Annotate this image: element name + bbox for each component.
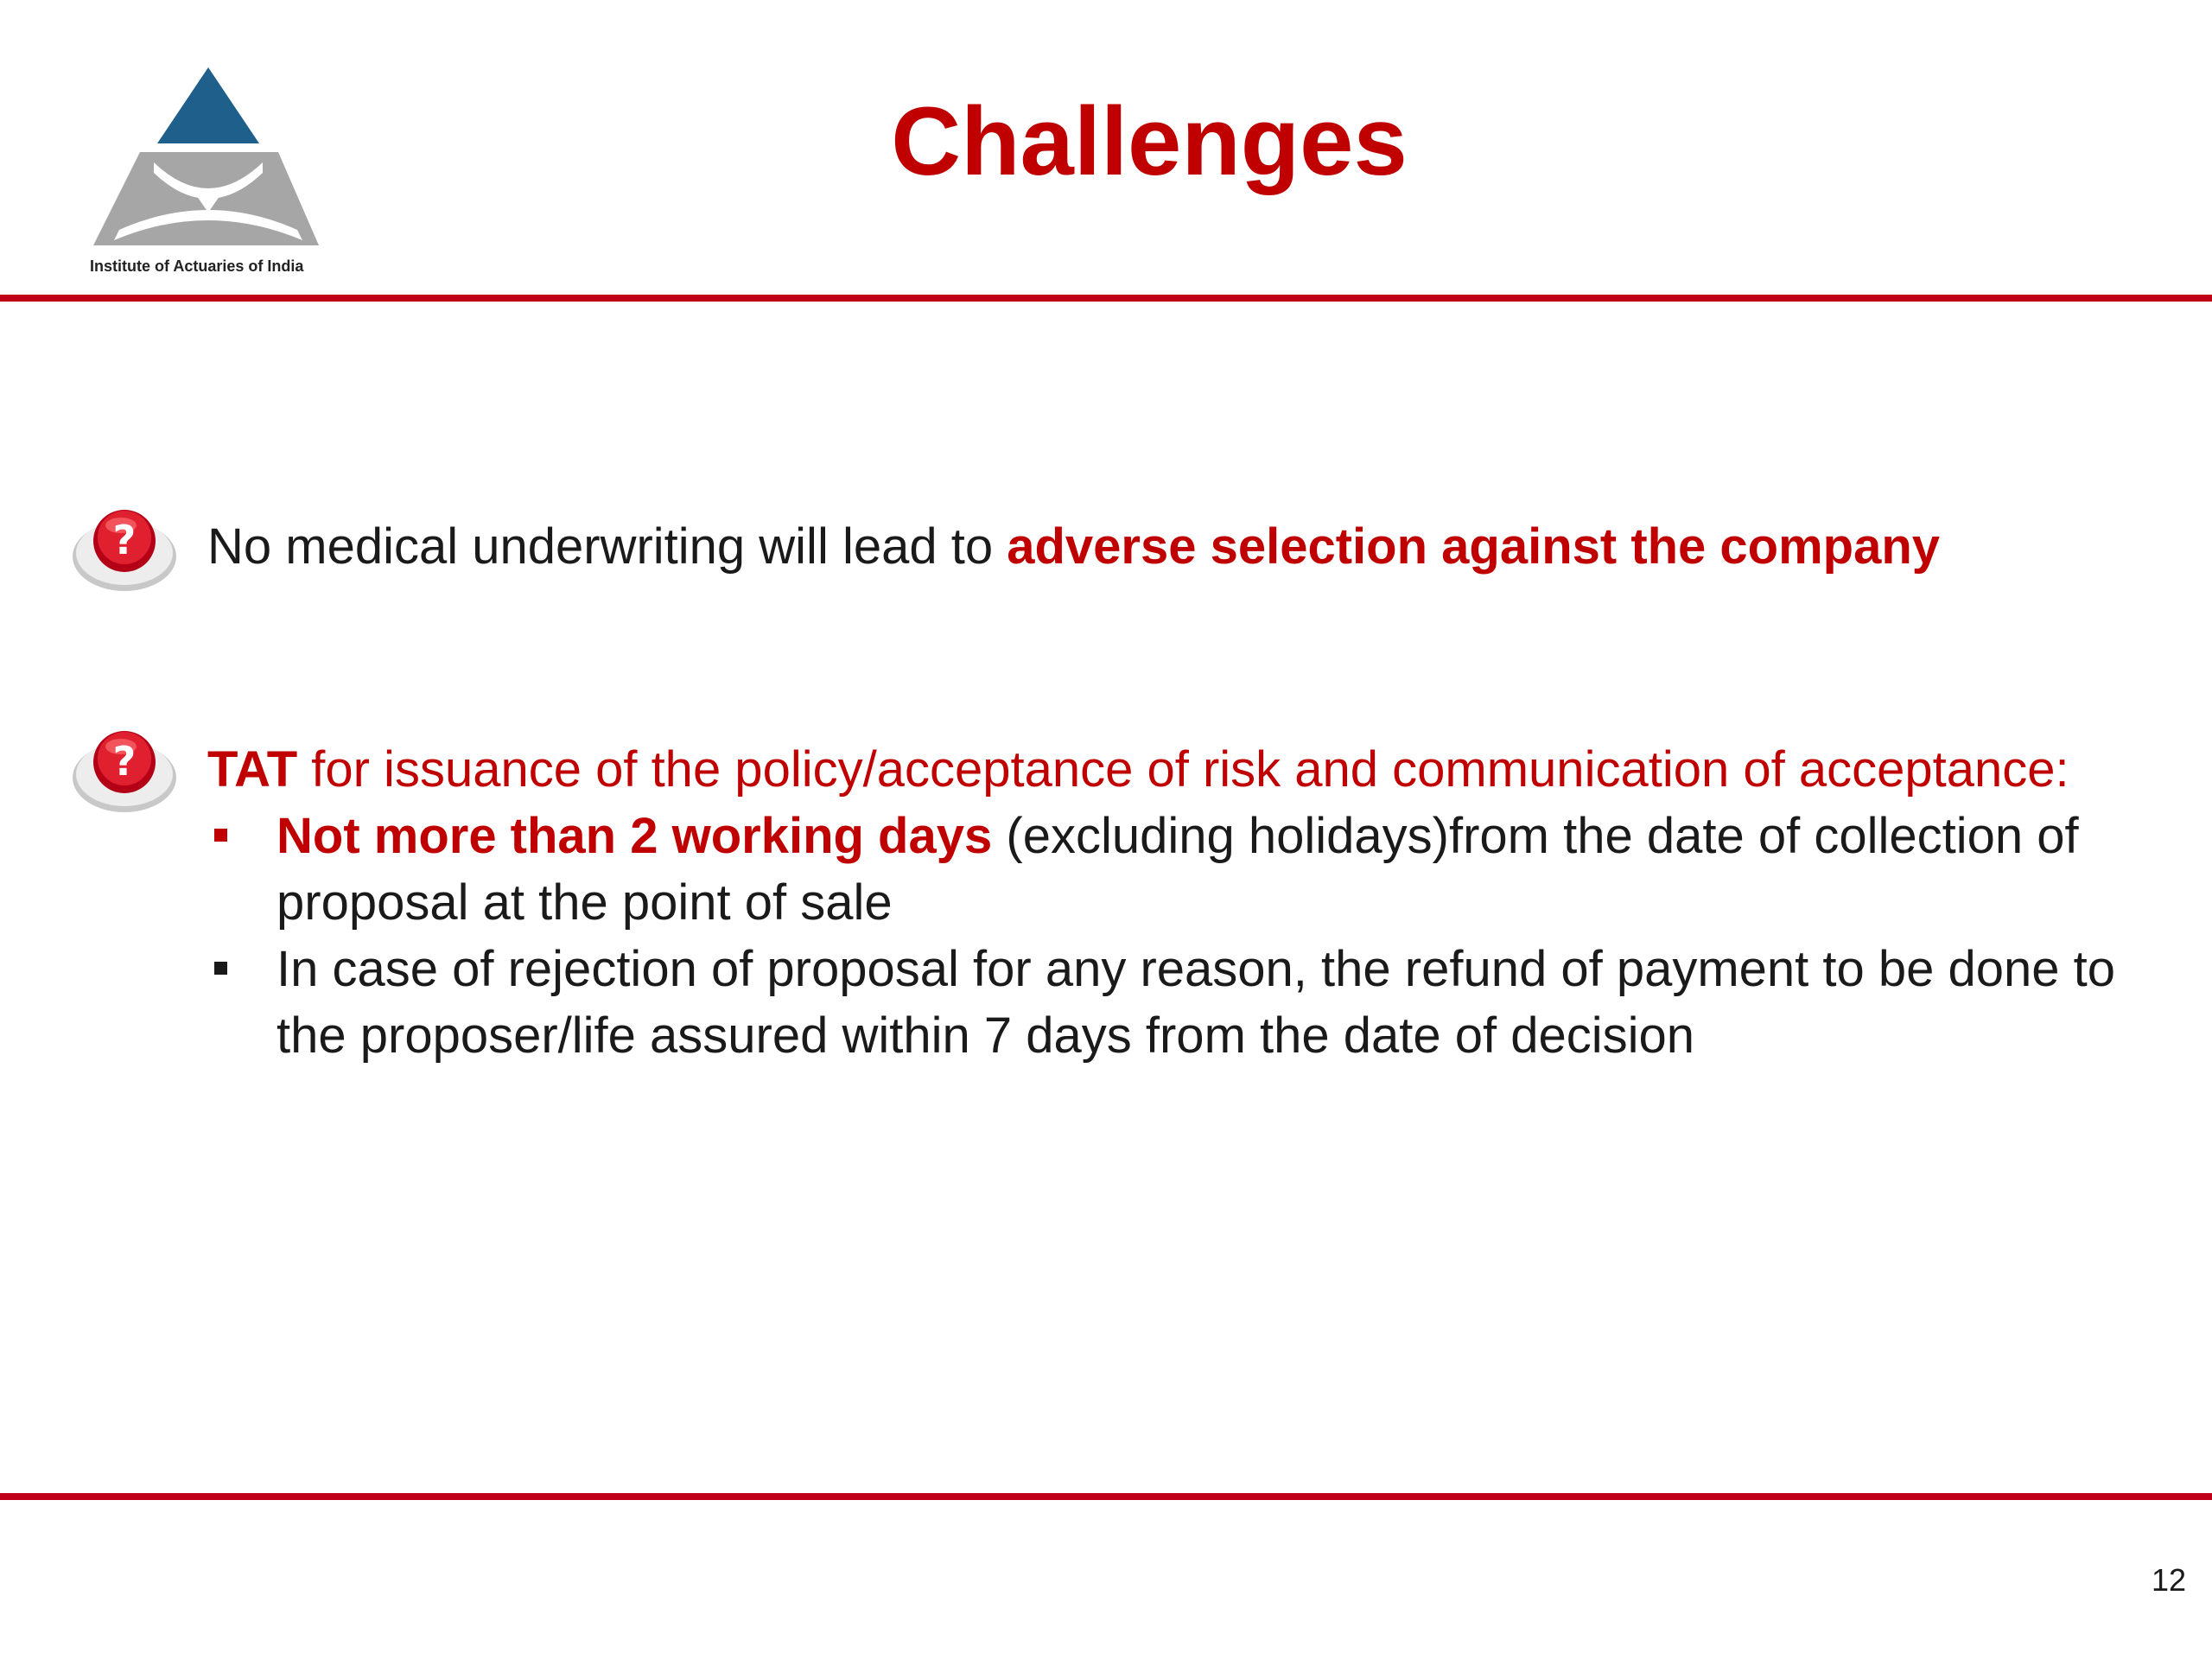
header-divider xyxy=(0,295,2212,302)
institute-logo xyxy=(85,60,344,287)
question-mark-icon xyxy=(71,724,178,814)
tat-heading xyxy=(207,736,2195,803)
tat-subpoints xyxy=(207,803,2195,1069)
iai-triangle-logo-icon xyxy=(85,60,344,259)
square-bullet-icon xyxy=(214,829,227,842)
tat-subpoint-1-highlight: Not more than 2 working days xyxy=(276,808,993,864)
question-mark-icon xyxy=(71,503,178,593)
tat-subpoint-1-text: (excluding holidays)from the date of collection of proposal at the point of sale xyxy=(276,808,2079,931)
svg-text:?: ? xyxy=(112,517,137,563)
tat-lead: TAT xyxy=(207,741,298,798)
page-number: 12 xyxy=(2151,1562,2186,1598)
footer-divider xyxy=(0,1493,2212,1500)
square-bullet-icon xyxy=(214,962,227,975)
challenge-text-2 xyxy=(207,736,2195,1069)
tat-rest: for issuance of the policy/acceptance of risk and communication of acceptance: xyxy=(297,741,2069,798)
svg-text:?: ? xyxy=(112,738,137,785)
challenge-text-1-highlight: adverse selection against the company xyxy=(1007,518,1941,575)
challenge-text-1-plain: No medical underwriting will lead to xyxy=(207,518,1007,575)
tat-subpoint-2 xyxy=(207,936,2195,1069)
slide-title: Challenges xyxy=(891,87,1408,195)
tat-subpoint-1 xyxy=(207,803,2195,936)
challenge-text-1 xyxy=(207,513,2195,580)
tat-subpoint-2-text: In case of rejection of proposal for any reason, the refund of payment to be done to the proposer/life assured within 7 days from the date of decision xyxy=(276,941,2116,1064)
logo-caption: Institute of Actuaries of India xyxy=(90,257,304,275)
